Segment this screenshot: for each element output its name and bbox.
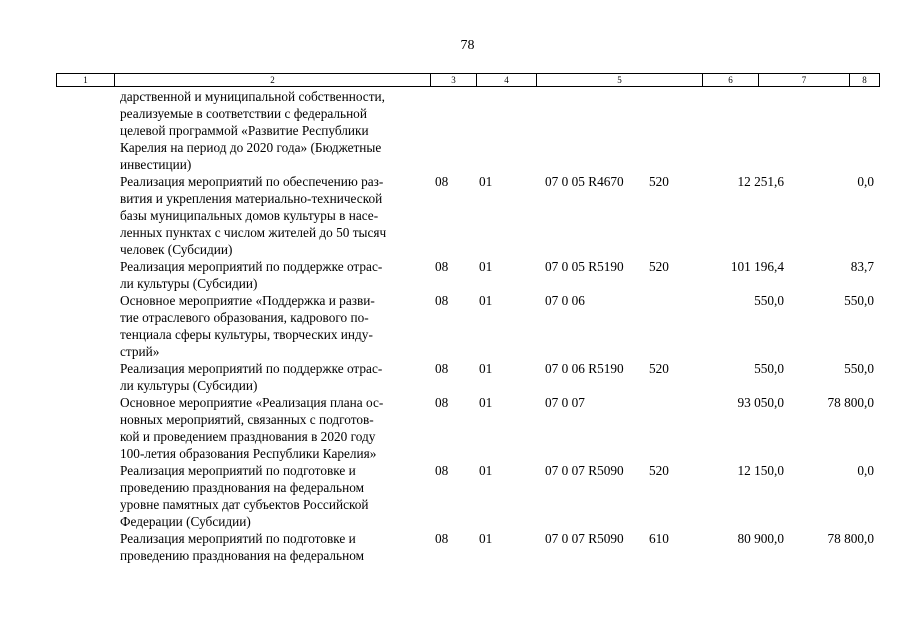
row-name-line: кой и проведением празднования в 2020 году <box>120 429 376 444</box>
expense-type-cell: 520 <box>649 361 669 376</box>
target-article-cell: 07 0 06 <box>545 293 585 308</box>
target-article-cell: 07 0 05 R5190 <box>545 259 624 274</box>
row-name-line: новных мероприятий, связанных с подготов- <box>120 412 374 427</box>
row-name-line: проведению празднования на федеральном <box>120 548 365 563</box>
podrazdel-cell: 01 <box>479 463 493 478</box>
row-name-line: тие отраслевого образования, кадрового по- <box>120 310 369 325</box>
row-name-line: человек (Субсидии) <box>120 242 233 257</box>
razdel-cell: 08 <box>435 174 449 189</box>
razdel-cell: 08 <box>435 293 449 308</box>
row-name-line: Основное мероприятие «Реализация плана ос- <box>120 395 384 410</box>
sum-2020-cell: 101 196,4 <box>730 259 784 274</box>
page-number: 78 <box>460 38 475 53</box>
row-name-line: Реализация мероприятий по поддержке отрас- <box>120 361 383 376</box>
razdel-cell: 08 <box>435 395 449 410</box>
sum-executed-cell: 0,0 <box>857 463 874 478</box>
row-name-line: целевой программой «Развитие Республики <box>120 123 369 138</box>
row-name-line: базы муниципальных домов культуры в насе- <box>120 208 379 223</box>
row-name <box>120 462 428 530</box>
row-name-line: уровне памятных дат субъектов Российской <box>120 497 369 512</box>
table-row <box>0 173 905 258</box>
table-row <box>0 360 905 394</box>
podrazdel-cell: 01 <box>479 259 493 274</box>
razdel-cell: 08 <box>435 463 449 478</box>
row-name-line: Реализация мероприятий по обеспечению раз- <box>120 174 384 189</box>
sum-executed-cell: 78 800,0 <box>827 531 874 546</box>
sum-executed-cell: 550,0 <box>844 293 874 308</box>
sum-executed-cell: 83,7 <box>850 259 874 274</box>
table-row <box>0 258 905 292</box>
expense-type-cell: 520 <box>649 174 669 189</box>
row-name-line: стрий» <box>120 344 160 359</box>
podrazdel-cell: 01 <box>479 174 493 189</box>
target-article-cell: 07 0 07 R5090 <box>545 463 624 478</box>
column-header-8: 8 <box>862 75 867 85</box>
razdel-cell: 08 <box>435 531 449 546</box>
row-name <box>120 530 428 564</box>
row-name-line: инвестиции) <box>120 157 192 172</box>
row-name-line: вития и укрепления материально-технической <box>120 191 383 206</box>
row-name-line: Основное мероприятие «Поддержка и разви- <box>120 293 375 308</box>
row-name-line: ли культуры (Субсидии) <box>120 276 258 291</box>
sum-2020-cell: 93 050,0 <box>737 395 784 410</box>
column-header-5: 5 <box>537 74 703 86</box>
target-article-cell: 07 0 06 R5190 <box>545 361 624 376</box>
razdel-cell: 08 <box>435 361 449 376</box>
sum-executed-cell: 0,0 <box>857 174 874 189</box>
table-row <box>0 462 905 530</box>
row-name-line: Карелия на период до 2020 года» (Бюджетные <box>120 140 382 155</box>
row-name-line: Реализация мероприятий по подготовке и <box>120 531 356 546</box>
table-row <box>0 394 905 462</box>
row-name <box>120 394 428 462</box>
column-header-7: 7 <box>759 74 850 86</box>
podrazdel-cell: 01 <box>479 395 493 410</box>
row-name-line: Реализация мероприятий по подготовке и <box>120 463 356 478</box>
row-name-line: дарственной и муниципальной собственности, <box>120 89 385 104</box>
row-name-line: проведению празднования на федеральном <box>120 480 365 495</box>
row-name-line: ли культуры (Субсидии) <box>120 378 258 393</box>
table-row <box>0 88 905 173</box>
target-article-cell: 07 0 07 <box>545 395 585 410</box>
sum-2020-cell: 12 251,6 <box>737 174 784 189</box>
row-name-line: Федерации (Субсидии) <box>120 514 251 529</box>
column-header-6: 6 <box>703 74 759 86</box>
podrazdel-cell: 01 <box>479 531 493 546</box>
expense-type-cell: 610 <box>649 531 669 546</box>
row-name-line: реализуемые в соответствии с федеральной <box>120 106 367 121</box>
sum-executed-cell: 78 800,0 <box>827 395 874 410</box>
table-header <box>56 73 880 87</box>
row-name <box>120 258 428 292</box>
target-article-cell: 07 0 07 R5090 <box>545 531 624 546</box>
row-name <box>120 88 428 173</box>
sum-2020-cell: 80 900,0 <box>737 531 784 546</box>
table-body <box>0 88 905 564</box>
row-name <box>120 360 428 394</box>
row-name <box>120 173 428 258</box>
podrazdel-cell: 01 <box>479 293 493 308</box>
expense-type-cell: 520 <box>649 259 669 274</box>
column-header-3: 3 <box>431 74 477 86</box>
razdel-cell: 08 <box>435 259 449 274</box>
row-name-line: тенциала сферы культуры, творческих инду- <box>120 327 373 342</box>
sum-2020-cell: 550,0 <box>754 361 784 376</box>
podrazdel-cell: 01 <box>479 361 493 376</box>
sum-executed-cell: 550,0 <box>844 361 874 376</box>
sum-2020-cell: 12 150,0 <box>737 463 784 478</box>
expense-type-cell: 520 <box>649 463 669 478</box>
sum-2020-cell: 550,0 <box>754 293 784 308</box>
row-name <box>120 292 428 360</box>
table-row <box>0 530 905 564</box>
column-header-1: 1 <box>57 74 115 86</box>
column-header-4: 4 <box>477 74 537 86</box>
table-row <box>0 292 905 360</box>
target-article-cell: 07 0 05 R4670 <box>545 174 624 189</box>
row-name-line: ленных пунктах с числом жителей до 50 тысяч <box>120 225 387 240</box>
column-header-2: 2 <box>115 74 431 86</box>
row-name-line: Реализация мероприятий по поддержке отрас- <box>120 259 383 274</box>
row-name-line: 100-летия образования Республики Карелия» <box>120 446 377 461</box>
